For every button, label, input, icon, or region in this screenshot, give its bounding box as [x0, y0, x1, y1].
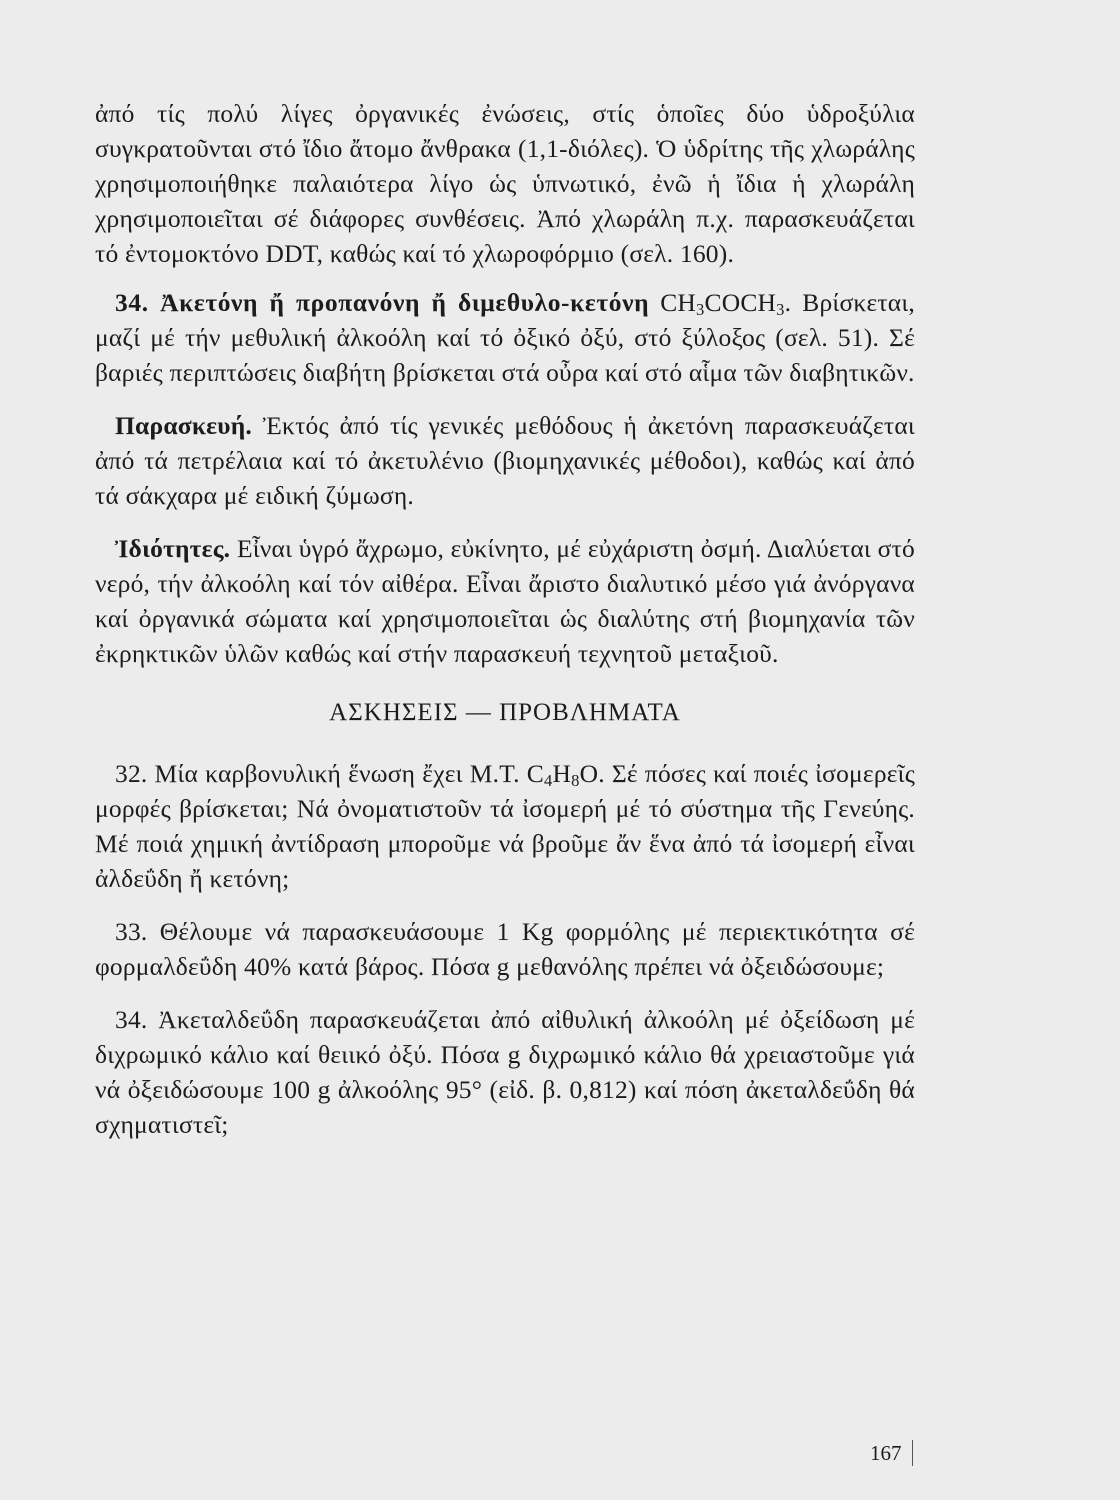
- section-34-text: Βρίσκεται, μαζί μέ τήν μεθυλική ἀλκοόλη καί τό ὀξικό ὀξύ, στό ξύλοξος (σελ. 51). Σέ βαριές περιπτώσεις διαβήτη βρίσκεται στά οὖρα καί στό αἷμα τῶν διαβητικῶν.: [95, 288, 915, 387]
- exercise-33-text: 33. Θέλουμε νά παρασκευάσουμε 1 Kg φορμόλης μέ περιεκτικότητα σέ φορμαλδεΰδη 40% κατά βάρος. Πόσα g μεθανόλης πρέπει νά ὀξειδώσουμε;: [95, 917, 915, 981]
- properties-text: Εἶναι ὑγρό ἄχρωμο, εὐκίνητο, μέ εὐχάριστη ὀσμή. Διαλύεται στό νερό, τήν ἀλκοόλη καί τόν αἰθέρα. Εἶναι ἄριστο διαλυτικό μέσο γιά ἀνόργανα καί ὀργανικά σώματα καί χρησιμοποιεῖται ὡς διαλύτης στή βιομηχανία τῶν ἐκρηκτικῶν ὑλῶν καθώς καί στήν παρασκευή τεχνητοῦ μεταξιοῦ.: [95, 534, 915, 668]
- preparation-text: Ἐκτός ἀπό τίς γενικές μεθόδους ἡ ἀκετόνη παρασκευάζεται ἀπό τά πετρέλαια καί τό ἀκετυλένιο (βιομηχανικές μέθοδοι), καθώς καί ἀπό τά σάκχαρα μέ ειδική ζύμωση.: [95, 411, 915, 510]
- acetone-formula: $CH_3COCH_3$.: [660, 288, 792, 319]
- intro-paragraph: [95, 96, 915, 271]
- exercise-32: 32. Μία καρβονυλική ἕνωση ἔχει Μ.Τ. $C_4H_8O$. Σέ πόσες καί ποιές ἰσομερεῖς μορφές βρίσκεται; Νά ὀνοματιστοῦν τά ἰσομερή μέ τό σύστημα τῆς Γενεύης. Μέ ποιά χημική ἀντίδραση μποροῦμε νά βροῦμε ἄν ἕνα ἀπό τά ἰσομερή εἶναι ἀλδεΰδη ἤ κετόνη;: [95, 759, 916, 893]
- exercise-34-text: 34. Ἀκεταλδεΰδη παρασκευάζεται ἀπό αἰθυλική ἀλκοόλη μέ ὀξείδωση μέ διχρωμικό κάλιο καί θειικό ὀξύ. Πόσα g διχρωμικό κάλιο θά χρειαστοῦμε γιά νά ὀξειδώσουμε 100 g ἀλκοόλης 95° (εἰδ. β. 0,812) καί πόση ἀκεταλδεΰδη θά σχηματιστεῖ;: [95, 1005, 915, 1139]
- preparation-paragraph: [95, 408, 915, 513]
- preparation-label: Παρασκευή.: [115, 411, 252, 440]
- page-number: 167: [870, 1441, 902, 1465]
- section-34-paragraph: [95, 285, 915, 390]
- properties-paragraph: [95, 531, 915, 671]
- text-column: [95, 96, 915, 1160]
- gutter-mark: [912, 1440, 913, 1466]
- exercise-34: [95, 1002, 915, 1142]
- properties-label: Ἰδιότητες.: [115, 534, 231, 563]
- exercise-33: [95, 914, 915, 984]
- section-34-heading: 34. Ἀκετόνη ἤ προπανόνη ἤ διμεθυλο-κετόνη: [115, 288, 650, 317]
- intro-text: ἀπό τίς πολύ λίγες ὀργανικές ἐνώσεις, στίς ὁποῖες δύο ὑδροξύλια συγκρατοῦνται στό ἴδιο ἄτομο ἄνθρακα (1,1-διόλες). Ὁ ὑδρίτης τῆς χλωράλης χρησιμοποιήθηκε παλαιότερα λίγο ὡς ὑπνωτικό, ἐνῶ ἡ ἴδια ἡ χλωράλη χρησιμοποιεῖται σέ διάφορες συνθέσεις. Ἀπό χλωράλη π.χ. παρασκευάζεται τό ἐντομοκτόνο DDT, καθώς καί τό χλωροφόρμιο (σελ. 160).: [95, 99, 915, 268]
- exercises-heading: ΑΣΚΗΣΕΙΣ — ΠΡΟΒΛΗΜΑΤΑ: [329, 699, 681, 726]
